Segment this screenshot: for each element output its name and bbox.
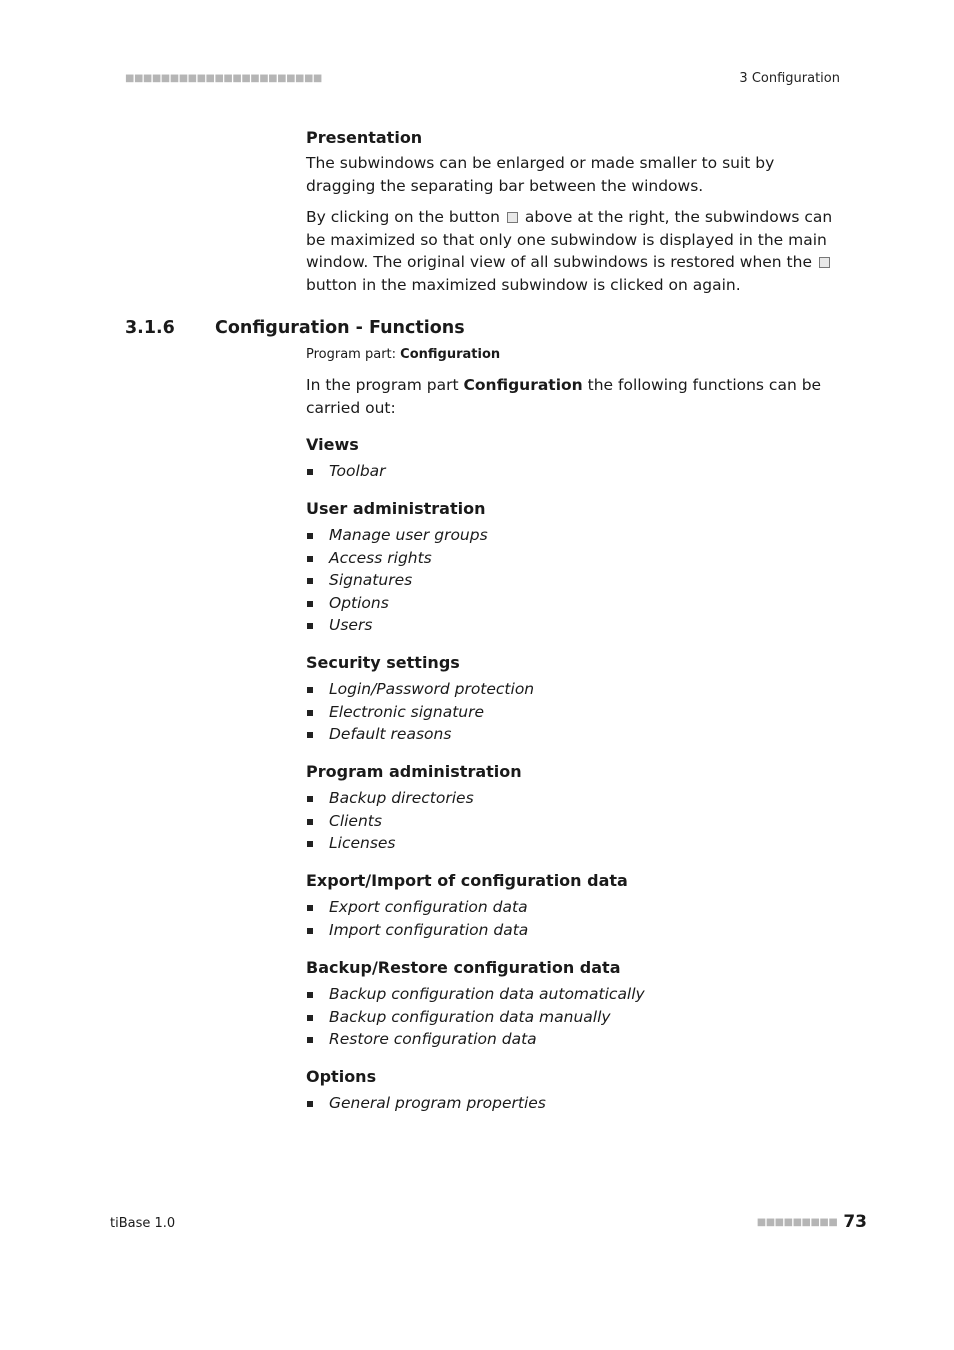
- header-decoration: ■■■■■■■■■■■■■■■■■■■■■■: [125, 73, 322, 84]
- list-item: Access rights: [306, 547, 846, 570]
- para2-part-a: By clicking on the button: [306, 208, 500, 226]
- group-heading: Security settings: [306, 653, 460, 672]
- para2-part-c: button in the maximized subwindow is clicked on again.: [306, 275, 741, 294]
- list-item: Restore configuration data: [306, 1028, 846, 1051]
- intro-part-b: the following functions can be carried out:: [306, 376, 822, 417]
- list-item: Signatures: [306, 569, 846, 592]
- list-item: Manage user groups: [306, 524, 846, 547]
- list-item: Clients: [306, 810, 846, 833]
- restore-icon: [819, 257, 830, 268]
- group-heading: Program administration: [306, 762, 522, 781]
- bullet-list: [306, 983, 846, 1051]
- group-heading: User administration: [306, 499, 486, 518]
- bullet-list: [306, 896, 846, 941]
- group-backup-restore: [306, 958, 846, 1051]
- list-item: Electronic signature: [306, 701, 846, 724]
- group-heading: Views: [306, 435, 359, 454]
- bullet-list: [306, 460, 846, 483]
- intro-part-a: In the program part: [306, 376, 459, 394]
- intro-bold: Configuration: [463, 376, 583, 394]
- section-title: Configuration - Functions: [215, 318, 465, 338]
- list-item: Login/Password protection: [306, 678, 846, 701]
- program-part-label: Program part:: [306, 347, 397, 362]
- program-part: [306, 347, 500, 362]
- group-heading: Backup/Restore configuration data: [306, 958, 621, 977]
- bullet-list: [306, 678, 846, 746]
- group-program-administration: [306, 762, 846, 855]
- section-heading: [125, 318, 465, 338]
- list-item: Toolbar: [306, 460, 846, 483]
- list-item: Backup configuration data manually: [306, 1006, 846, 1029]
- group-export-import: [306, 871, 846, 941]
- list-item: Backup configuration data automatically: [306, 983, 846, 1006]
- list-item: Import configuration data: [306, 919, 846, 942]
- program-part-value: Configuration: [400, 347, 501, 362]
- presentation-heading: Presentation: [306, 128, 423, 147]
- page-number: 73: [843, 1212, 867, 1232]
- bullet-list: [306, 787, 846, 855]
- list-item: Licenses: [306, 832, 846, 855]
- footer-decoration: ■■■■■■■■■: [756, 1216, 838, 1228]
- presentation-block: [306, 128, 846, 296]
- footer-product: tiBase 1.0: [110, 1216, 176, 1231]
- group-views: [306, 435, 846, 483]
- presentation-paragraph-2: [306, 206, 846, 296]
- group-security-settings: [306, 653, 846, 746]
- list-item: Options: [306, 592, 846, 615]
- list-item: Users: [306, 614, 846, 637]
- list-item: Default reasons: [306, 723, 846, 746]
- group-options: [306, 1067, 846, 1115]
- list-item: General program properties: [306, 1092, 846, 1115]
- bullet-list: [306, 1092, 846, 1115]
- chapter-title: 3 Configuration: [739, 71, 840, 86]
- para2-part-b: above at the right, the subwindows can be maximized so that only one subwindow is displayed in the main window. The original view of all subwindows is restored when the: [306, 208, 833, 271]
- list-item: Backup directories: [306, 787, 846, 810]
- bullet-list: [306, 524, 846, 637]
- list-item: Export configuration data: [306, 896, 846, 919]
- maximize-icon: [507, 212, 518, 223]
- footer-page: [757, 1212, 867, 1232]
- group-heading: Export/Import of configuration data: [306, 871, 628, 890]
- group-heading: Options: [306, 1067, 377, 1086]
- presentation-paragraph-1: The subwindows can be enlarged or made smaller to suit by dragging the separating bar between the windows.: [306, 154, 775, 195]
- section-number: 3.1.6: [125, 318, 175, 338]
- section-intro: [306, 374, 846, 419]
- intro-paragraph: [306, 374, 846, 419]
- group-user-administration: [306, 499, 846, 637]
